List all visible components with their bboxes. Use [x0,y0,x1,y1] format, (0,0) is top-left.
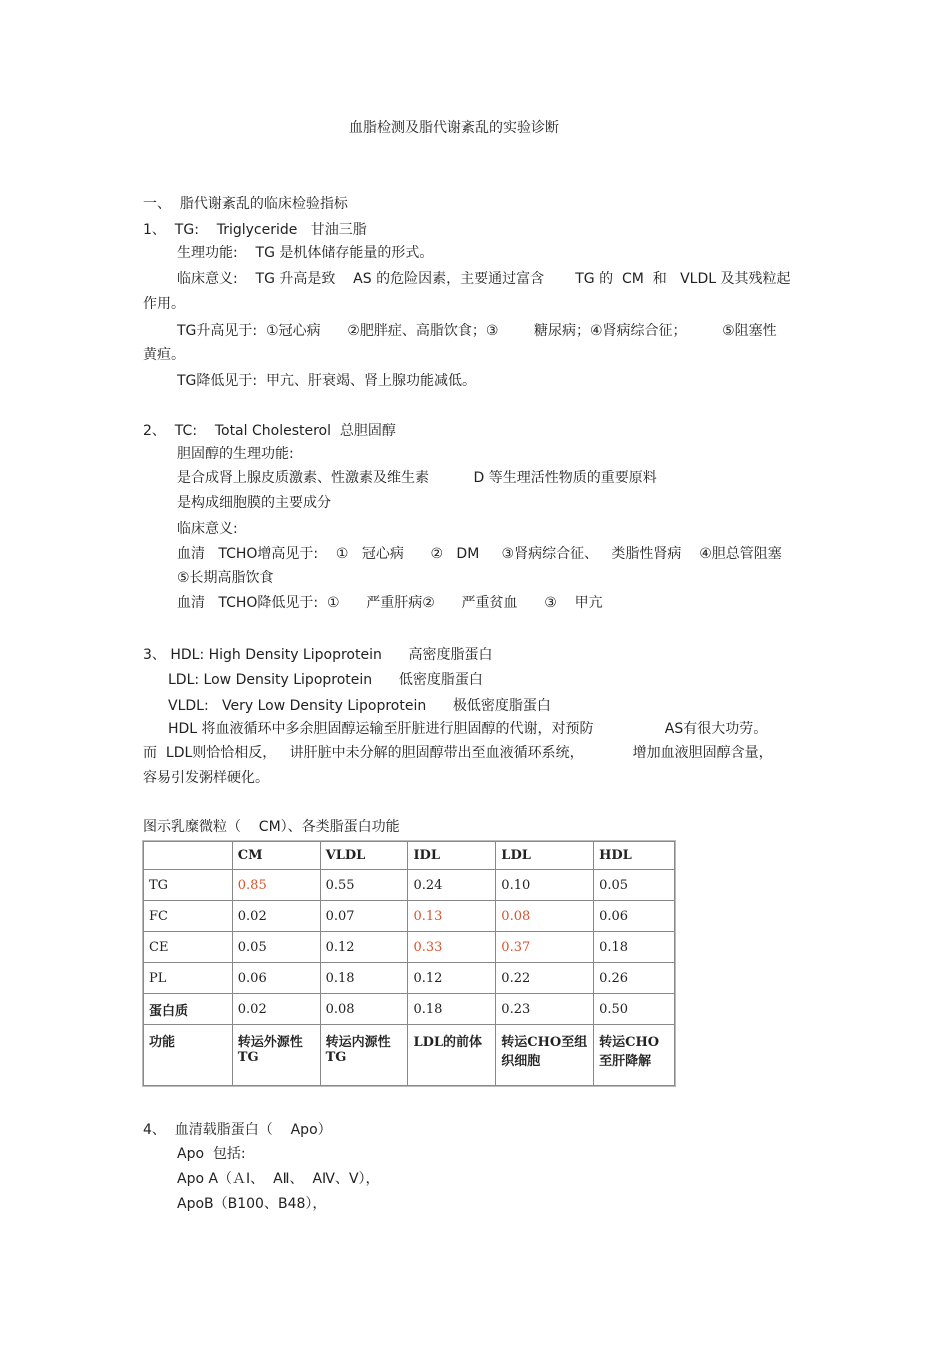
tg-heading: 1、 TG: Triglyceride 甘油三脂 [143,222,367,238]
hdl-heading: 3、 HDL: High Density Lipoprotein 高密度脂蛋白 [143,647,493,663]
hdl-paragraph-end: 容易引发粥样硬化。 [143,770,269,786]
table-cell: 0.18 [408,994,496,1025]
tg-decrease: TG降低见于: 甲亢、肝衰竭、肾上腺功能减低。 [177,373,477,389]
table-cell: 0.33 [408,932,496,963]
tc-heading: 2、 TC: Total Cholesterol 总胆固醇 [143,423,396,439]
tc-decrease: 血清 TCHO降低见于: ① 严重肝病② 严重贫血 ③ 甲亢 [177,595,603,611]
row-label: CE [144,932,233,963]
table-row [144,932,675,963]
apo-b: ApoB（B100、B48）， [177,1196,327,1212]
table-row [144,901,675,932]
row-label: TG [144,870,233,901]
tg-significance-cont: 作用。 [143,296,185,312]
page-title: 血脂检测及脂代谢紊乱的实验诊断 [349,120,559,136]
table-cell: 0.18 [320,963,408,994]
header-cell [144,842,233,870]
tc-function-label: 胆固醇的生理功能: [177,446,294,462]
table-cell: 转运外源性TG [232,1025,320,1086]
hdl-paragraph-cont: 而 LDL则恰恰相反， 讲肝脏中未分解的胆固醇带出至血液循环系统， 增加血液胆固醇含量， [143,745,773,761]
hdl-paragraph: HDL 将血液循环中多余胆固醇运输至肝脏进行胆固醇的代谢，对预防 AS有很大功劳。 [168,721,768,737]
apo-includes: Apo 包括: [177,1146,246,1162]
table-row [144,963,675,994]
table-cell: 0.12 [320,932,408,963]
table-cell: 0.13 [408,901,496,932]
table-cell: 0.24 [408,870,496,901]
ldl-heading: LDL: Low Density Lipoprotein 低密度脂蛋白 [168,672,483,688]
row-label: PL [144,963,233,994]
table-caption: 图示乳糜微粒（ CM）、各类脂蛋白功能 [143,819,400,835]
table-cell: 0.55 [320,870,408,901]
table-cell: 0.06 [232,963,320,994]
table-cell: 0.26 [594,963,675,994]
table-cell: 0.50 [594,994,675,1025]
table-cell: 转运CHO至组织细胞 [496,1025,594,1086]
header-cell: HDL [594,842,675,870]
tc-increase: 血清 TCHO增高见于: ① 冠心病 ② DM ③肾病综合征、 类脂性肾病 ④胆总管阻塞 [177,546,782,562]
table-cell: 0.18 [594,932,675,963]
table-cell: 0.08 [320,994,408,1025]
table-row-function [144,1025,675,1086]
tg-significance: 临床意义: TG 升高是致 AS 的危险因素，主要通过富含 TG 的 CM 和 VLDL 及其残粒起 [177,271,791,287]
table-cell: 0.02 [232,901,320,932]
lipoprotein-table [143,841,675,1086]
header-cell: IDL [408,842,496,870]
table-row [144,994,675,1025]
tg-function: 生理功能: TG 是机体储存能量的形式。 [177,245,434,261]
table-cell: 0.10 [496,870,594,901]
table-cell: 0.12 [408,963,496,994]
apo-a: Apo A（ＡⅠ、 AⅡ、 AⅣ、Ⅴ）， [177,1171,380,1187]
table-cell: LDL的前体 [408,1025,496,1086]
table-cell: 0.22 [496,963,594,994]
tc-function-1: 是合成肾上腺皮质激素、性激素及维生素 D 等生理活性物质的重要原料 [177,470,657,486]
tc-function-2: 是构成细胞膜的主要成分 [177,495,331,511]
tc-increase-cont: ⑤长期高脂饮食 [177,570,274,586]
apo-heading: 4、 血清载脂蛋白（ Apo） [143,1122,332,1138]
table-cell: 0.05 [232,932,320,963]
row-label: FC [144,901,233,932]
tc-significance-label: 临床意义: [177,521,238,537]
table-cell: 转运CHO至肝降解 [594,1025,675,1086]
section-heading: 一、 脂代谢紊乱的临床检验指标 [143,196,348,212]
vldl-heading: VLDL: Very Low Density Lipoprotein 极低密度脂蛋白 [168,698,551,714]
table-cell: 0.37 [496,932,594,963]
tg-increase-cont: 黄疸。 [143,347,185,363]
table-row [144,870,675,901]
table-header-row [144,842,675,870]
tg-increase: TG升高见于: ①冠心病 ②肥胖症、高脂饮食；③ 糖尿病；④肾病综合征； ⑤阻塞性 [177,323,777,339]
table-cell: 0.02 [232,994,320,1025]
table-cell: 转运内源性TG [320,1025,408,1086]
table-cell: 0.08 [496,901,594,932]
table-cell: 0.06 [594,901,675,932]
header-cell: CM [232,842,320,870]
header-cell: VLDL [320,842,408,870]
table-cell: 0.05 [594,870,675,901]
row-label: 蛋白质 [144,994,233,1025]
table-cell: 0.23 [496,994,594,1025]
row-label: 功能 [144,1025,233,1086]
header-cell: LDL [496,842,594,870]
table-cell: 0.07 [320,901,408,932]
table-cell: 0.85 [232,870,320,901]
